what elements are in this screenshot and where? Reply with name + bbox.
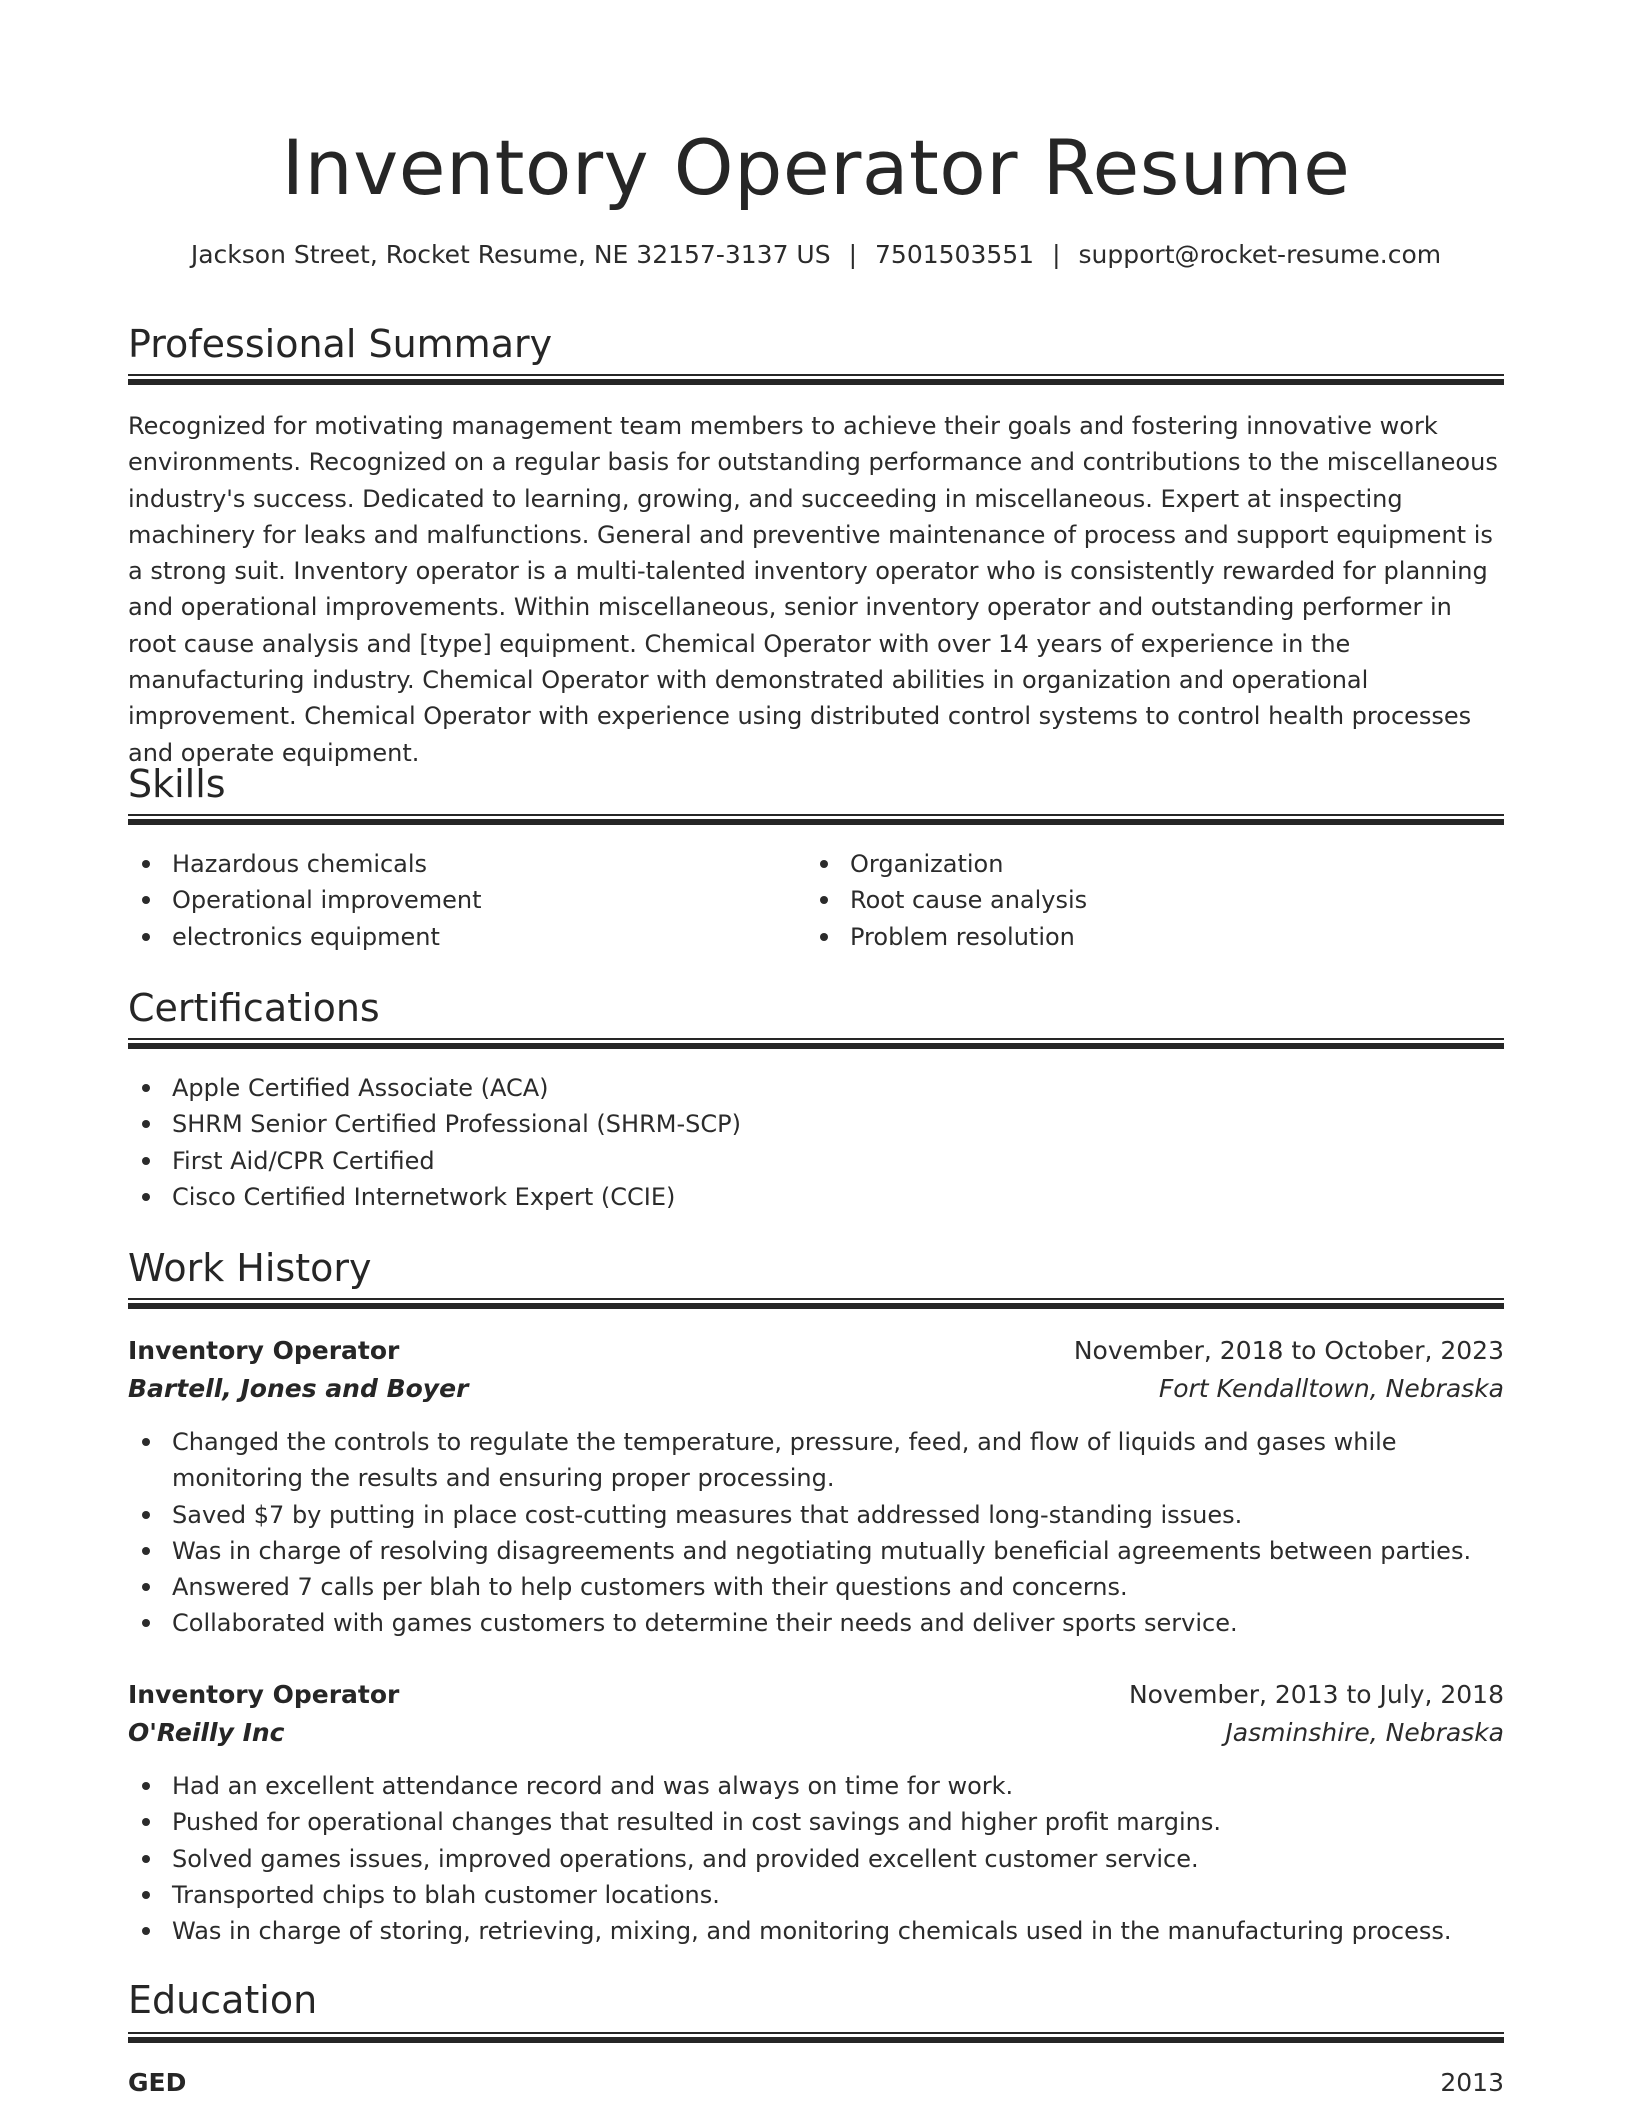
contact-separator: | [848,240,858,269]
job-title: Inventory Operator [128,1680,400,1709]
section-heading-certifications: Certifications [128,986,380,1030]
skill-item: electronics equipment [128,919,788,955]
job-duty-item: Saved $7 by putting in place cost-cutting measures that addressed long-standing issues. [128,1497,1504,1533]
skill-item: Root cause analysis [806,882,1466,918]
skills-list-right [806,846,1466,955]
job-duties-list [128,1424,1504,1642]
job-duty-item: Pushed for operational changes that resulted in cost savings and higher profit margins. [128,1804,1504,1840]
job-dates: November, 2013 to July, 2018 [1128,1680,1504,1709]
job-duty-item: Solved games issues, improved operations, and provided excellent customer service. [128,1841,1504,1877]
contact-line [128,238,1504,272]
resume-title: Inventory Operator Resume [281,123,1351,212]
job-duty-item: Was in charge of storing, retrieving, mixing, and monitoring chemicals used in the manufacturing process. [128,1913,1504,1949]
job-company: Bartell, Jones and Boyer [128,1374,469,1403]
section-heading-education: Education [128,1978,318,2022]
contact-separator: | [1052,240,1061,269]
certifications-list [128,1070,1504,1215]
job-company-row [128,1714,1504,1752]
education-year: 2013 [1440,2068,1504,2097]
skill-item: Hazardous chemicals [128,846,788,882]
education-row [128,2064,1504,2102]
job-duty-item: Answered 7 calls per blah to help customers with their questions and concerns. [128,1569,1504,1605]
job-duty-item: Collaborated with games customers to determine their needs and deliver sports service. [128,1605,1504,1641]
contact-email: support@rocket-resume.com [1078,240,1442,269]
summary-text: Recognized for motivating management team members to achieve their goals and fostering innovative work environments. Recognized on a regular basis for outstanding performance and contributions to the miscellaneous industry's success. Dedicated to learning, growing, and succeeding in miscellaneous. Expert at inspecting machinery for leaks and malfunctions. General and preventive maintenance of process and support equipment is a strong suit. Inventory operator is a multi-talented inventory operator who is consistently rewarded for planning and operational improvements. Within miscellaneous, senior inventory operator and outstanding performer in root cause analysis and [type] equipment. Chemical Operator with over 14 years of experience in the manufacturing industry. Chemical Operator with demonstrated abilities in organization and operational improvement. Chemical Operator with experience using distributed control systems to control health processes and operate equipment. [128,412,1498,767]
skill-item: Problem resolution [806,919,1466,955]
job-dates: November, 2018 to October, 2023 [1073,1336,1504,1365]
job-duty-item: Was in charge of resolving disagreements and negotiating mutually beneficial agreements between parties. [128,1533,1504,1569]
skills-list-left [128,846,788,955]
certification-item: Apple Certified Associate (ACA) [128,1070,1504,1106]
certification-item: First Aid/CPR Certified [128,1143,1504,1179]
certification-item: SHRM Senior Certified Professional (SHRM-SCP) [128,1106,1504,1142]
section-heading-skills: Skills [128,762,226,806]
section-divider [128,374,1504,385]
section-divider [128,1298,1504,1309]
job-company-row [128,1370,1504,1408]
job-duty-item: Transported chips to blah customer locations. [128,1877,1504,1913]
section-divider [128,814,1504,825]
skill-item: Organization [806,846,1466,882]
job-duty-item: Changed the controls to regulate the temperature, pressure, feed, and flow of liquids and gases while monitoring the results and ensuring proper processing. [128,1424,1504,1497]
job-company: O'Reilly Inc [128,1718,285,1747]
job-duties-list [128,1768,1504,1949]
section-heading-summary: Professional Summary [128,322,553,366]
job-title: Inventory Operator [128,1336,400,1365]
job-location: Fort Kendalltown, Nebraska [1158,1374,1504,1403]
job-duty-item: Had an excellent attendance record and was always on time for work. [128,1768,1504,1804]
education-degree: GED [128,2068,187,2097]
contact-address: Jackson Street, Rocket Resume, NE 32157-3137 US [190,240,831,269]
job-location: Jasminshire, Nebraska [1225,1718,1504,1747]
job-header [128,1676,1504,1714]
section-heading-work-history: Work History [128,1246,372,1290]
contact-phone: 7501503551 [875,240,1035,269]
job-header [128,1332,1504,1370]
certification-item: Cisco Certified Internetwork Expert (CCIE) [128,1179,1504,1215]
section-divider [128,2032,1504,2043]
section-divider [128,1038,1504,1049]
skill-item: Operational improvement [128,882,788,918]
